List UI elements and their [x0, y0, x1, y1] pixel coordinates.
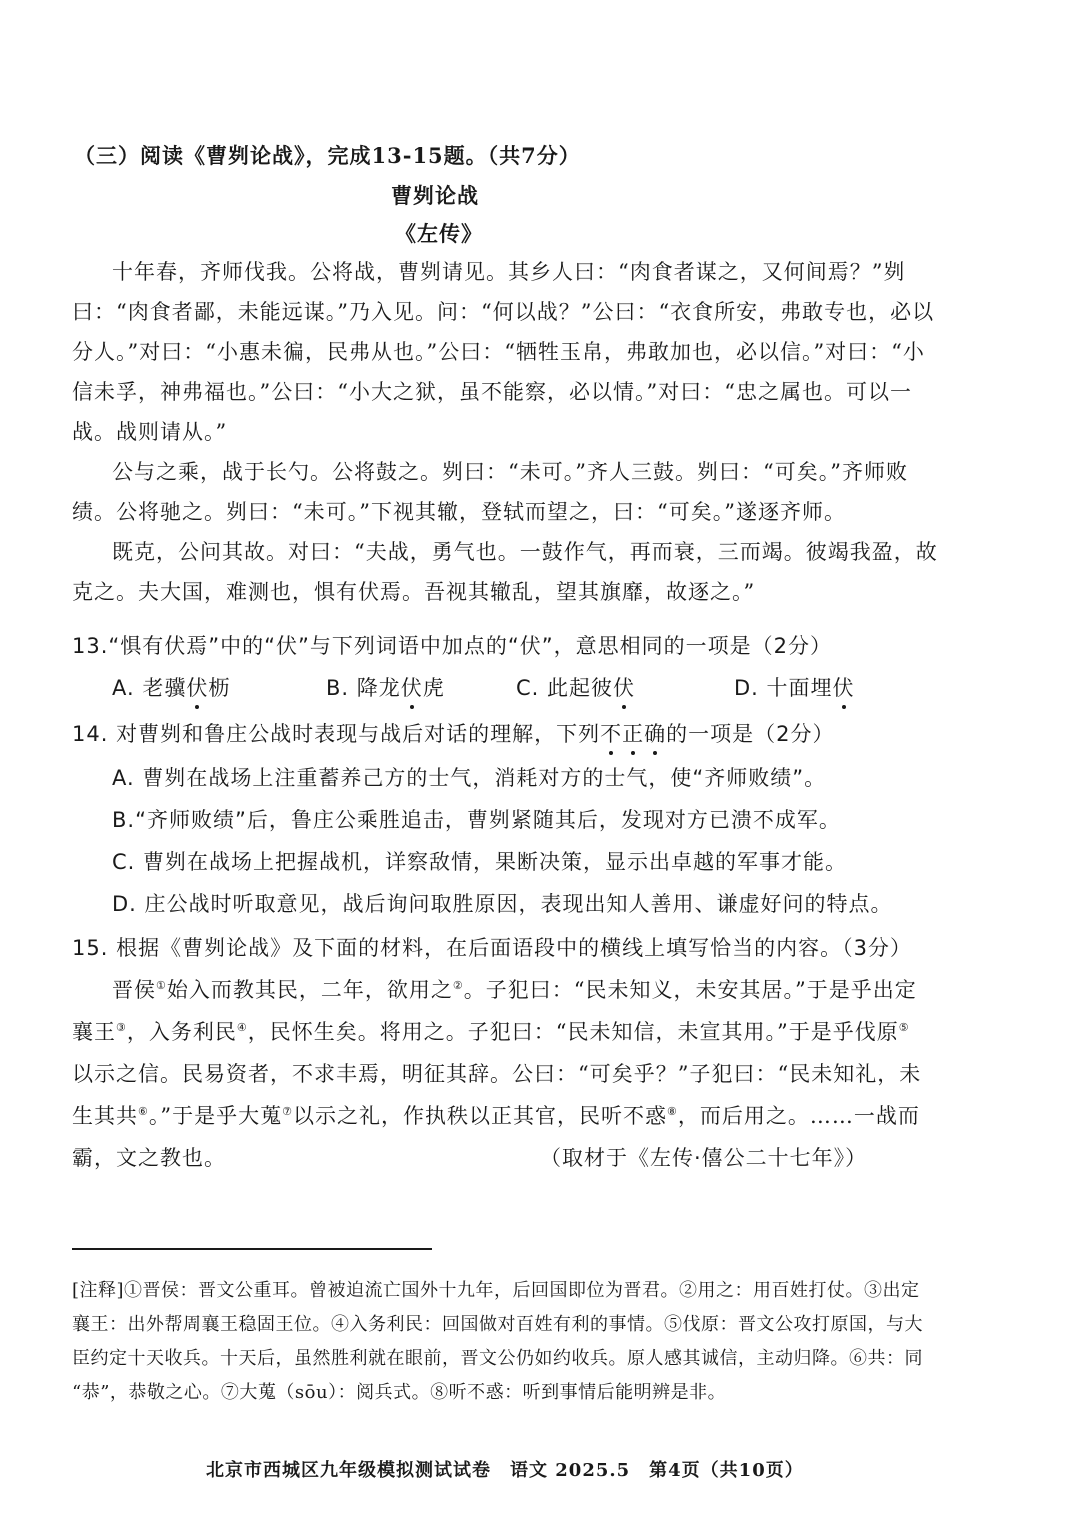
text-title: 曹刿论战 [391, 183, 479, 208]
footnote-mark: ④ [236, 1021, 248, 1034]
note-line: “恭”，恭敬之心。⑦大蒐（sōu）：阅兵式。⑧听不惑：听到事情后能明辨是非。 [72, 1382, 727, 1403]
passage-line: 曰：“肉食者鄙，未能远谋。”乃入见。问：“何以战？”公曰：“衣食所安，弗敢专也，必以 [72, 300, 935, 324]
emphasis-char: 不 [600, 718, 622, 748]
material-text: ，入务利民 [126, 1020, 237, 1044]
note-line: 襄王：出外帮周襄王稳固王位。④入务利民：回国做对百姓有利的事情。⑤伐原：晋文公攻打原国，与大 [72, 1314, 923, 1335]
material-line [112, 974, 917, 1004]
stem-text: 14. 对曹刿和鲁庄公战时表现与战后对话的理解，下列 [72, 722, 601, 746]
option-text: A. 老骥 [112, 676, 187, 700]
material-text: ，民怀生矣。将用之。子犯曰：“民未知信，未宣其用。”于是乎伐原 [247, 1020, 899, 1044]
material-line: 以示之信。民易资者，不求丰焉，明征其辞。公曰：“可矣乎？”子犯曰：“民未知礼，未 [72, 1062, 922, 1086]
emphasis-char: 伏 [613, 672, 635, 702]
q14-option-c: C. 曹刿在战场上把握战机，详察敌情，果断决策，显示出卓越的军事才能。 [112, 850, 848, 874]
stem-text: 的一项是（2分） [666, 722, 835, 746]
emphasis-char: 确 [644, 718, 666, 748]
footnote-mark: ⑥ [138, 1105, 149, 1118]
footnote-mark: ⑦ [282, 1105, 293, 1118]
passage-line: 十年春，齐师伐我。公将战，曹刿请见。其乡人曰：“肉食者谋之，又何间焉？”刿 [112, 260, 906, 284]
q14-option-d: D. 庄公战时听取意见，战后询问取胜原因，表现出知人善用、谦虚好问的特点。 [112, 892, 893, 916]
passage-line: 分人。”对曰：“小惠未徧，民弗从也。”公曰：“牺牲玉帛，弗敢加也，必以信。”对曰：“小 [72, 340, 925, 364]
footnote-mark: ③ [116, 1021, 127, 1034]
footnote-mark: ⑤ [898, 1021, 910, 1034]
page-footer: 北京市西城区九年级模拟测试试卷 语文 2025.5 第4页（共10页） [206, 1460, 804, 1481]
material-text: 。子犯曰：“民未知义，未安其居。”于是乎出定 [463, 978, 917, 1002]
passage-line: 公与之乘，战于长勺。公将鼓之。刿曰：“未可。”齐人三鼓。刿曰：“可矣。”齐师败 [112, 460, 908, 484]
material-text: 襄王 [72, 1020, 116, 1044]
option-text: D. 十面埋 [734, 676, 833, 700]
material-line [72, 1100, 920, 1130]
material-source: （取材于《左传·僖公二十七年》） [540, 1146, 868, 1170]
option-text: 虎 [422, 676, 445, 700]
material-text: 始入而教其民，二年，欲用之 [166, 978, 453, 1002]
footnote-mark: ② [452, 979, 464, 992]
passage-line: 信未孚，神弗福也。”公曰：“小大之狱，虽不能察，必以情。”对曰：“忠之属也。可以一 [72, 380, 912, 404]
material-text: 以示之礼，作执秩以正其官，民听不惑 [293, 1104, 667, 1128]
q13-option-a [112, 672, 230, 702]
q13-option-c [516, 672, 635, 702]
footnote-mark: ⑧ [667, 1105, 678, 1118]
material-text: 。”于是乎大蒐 [148, 1104, 283, 1128]
text-source: 《左传》 [395, 221, 483, 246]
passage-line: 绩。公将驰之。刿曰：“未可。”下视其辙，登轼而望之，曰：“可矣。”遂逐齐师。 [72, 500, 846, 524]
material-text: ，而后用之。……一战而 [677, 1104, 920, 1128]
q14-stem [72, 718, 834, 748]
footnote-divider [72, 1248, 432, 1250]
q13-stem: 13.“惧有伏焉”中的“伏”与下列词语中加点的“伏”，意思相同的一项是（2分） [72, 634, 833, 658]
material-text: 晋侯 [112, 978, 156, 1002]
footnote-mark: ① [156, 979, 167, 992]
material-line: 霸，文之教也。 [72, 1146, 226, 1170]
q15-stem: 15. 根据《曹刿论战》及下面的材料，在后面语段中的横线上填写恰当的内容。（3分） [72, 936, 912, 960]
passage-line: 战。战则请从。” [72, 420, 228, 444]
q13-option-b [326, 672, 445, 702]
passage-line: 克之。夫大国，难测也，惧有伏焉。吾视其辙乱，望其旗靡，故逐之。” [72, 580, 756, 604]
q14-option-a: A. 曹刿在战场上注重蓄养己方的士气，消耗对方的士气，使“齐师败绩”。 [112, 766, 827, 790]
passage-line: 既克，公问其故。对曰：“夫战，勇气也。一鼓作气，再而衰，三而竭。彼竭我盈，故 [112, 540, 938, 564]
note-line: 臣约定十天收兵。十天后，虽然胜利就在眼前，晋文公仍如约收兵。原人感其诚信，主动归降。⑥共：同 [72, 1348, 923, 1369]
emphasis-char: 正 [622, 718, 644, 748]
section-header: （三）阅读《曹刿论战》，完成13-15题。（共7分） [74, 143, 581, 168]
option-text: C. 此起彼 [516, 676, 614, 700]
emphasis-char: 伏 [833, 672, 855, 702]
note-line: [注释]①晋侯：晋文公重耳。曾被迫流亡国外十九年，后回国即位为晋君。②用之：用百姓打仗。③出定 [72, 1280, 920, 1301]
material-line [72, 1016, 910, 1046]
q13-option-d [734, 672, 855, 702]
emphasis-char: 伏 [186, 672, 208, 702]
material-text: 生其共 [72, 1104, 138, 1128]
emphasis-char: 伏 [401, 672, 423, 702]
option-text: B. 降龙 [326, 676, 401, 700]
option-text: 枥 [208, 676, 231, 700]
q14-option-b: B.“齐师败绩”后，鲁庄公乘胜追击，曹刿紧随其后，发现对方已溃不成军。 [112, 808, 841, 832]
